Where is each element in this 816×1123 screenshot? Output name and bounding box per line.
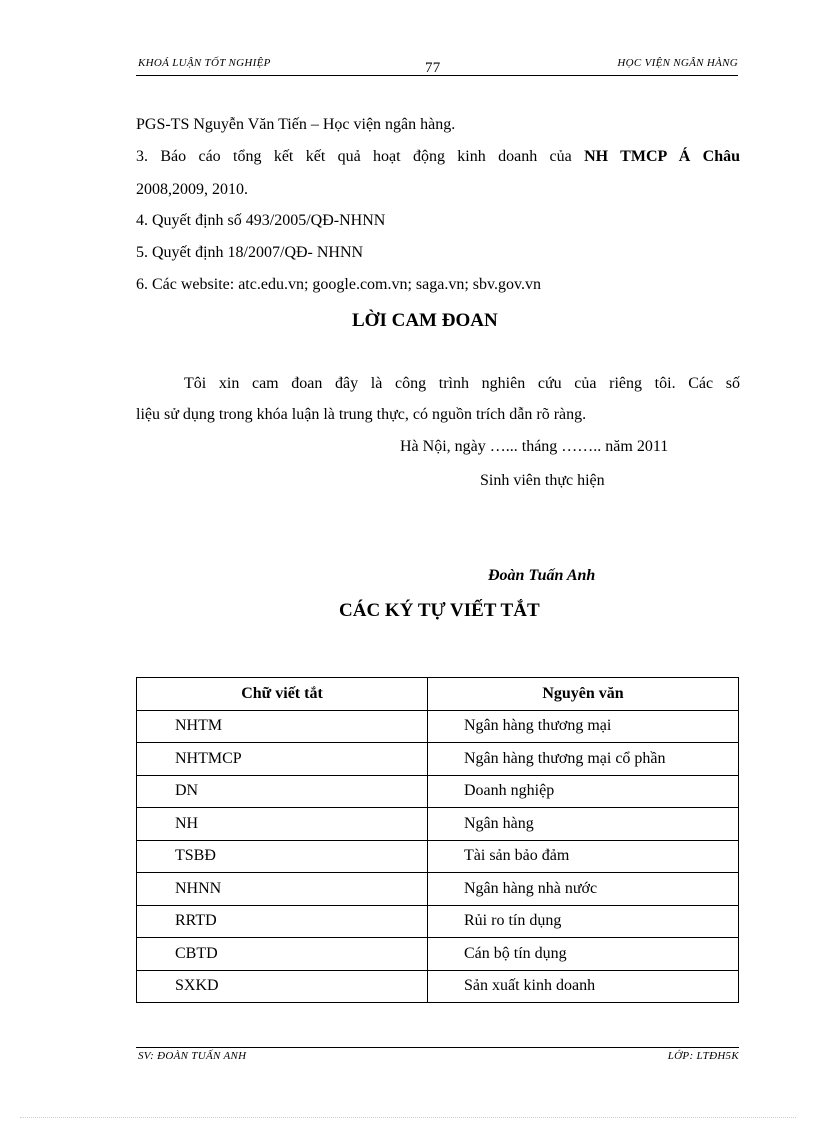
declaration-title: LỜI CAM ĐOAN [352, 310, 498, 331]
full-text-cell: Ngân hàng thương mại [428, 710, 739, 743]
page-number: 77 [425, 60, 441, 76]
full-text-cell: Rủi ro tín dụng [428, 905, 739, 938]
full-text-cell: Ngân hàng nhà nước [428, 873, 739, 906]
reference-line-1: PGS-TS Nguyễn Văn Tiến – Học viện ngân hàng. [136, 116, 456, 133]
table-row [137, 905, 739, 938]
footer-left: SV: ĐOÀN TUẤN ANH [138, 1050, 247, 1062]
declaration-paragraph-line-1: Tôi xin cam đoan đây là công trình nghiên cứu của riêng tôi. Các số [184, 375, 740, 392]
full-text-cell: Cán bộ tín dụng [428, 938, 739, 971]
abbreviation-cell: NHNN [137, 873, 428, 906]
page-header [136, 55, 738, 76]
abbreviations-table [136, 677, 739, 1003]
abbreviation-cell: DN [137, 775, 428, 808]
abbreviation-cell: NHTM [137, 710, 428, 743]
table-row [137, 808, 739, 841]
table-row [137, 938, 739, 971]
reference-item-3-cont: 2008,2009, 2010. [136, 181, 248, 198]
abbreviation-cell: SXKD [137, 970, 428, 1003]
reference-item-5: 5. Quyết định 18/2007/QĐ- NHNN [136, 244, 364, 261]
footer-right: LỚP: LTĐH5K [667, 1050, 739, 1062]
table-row [137, 710, 739, 743]
full-text-cell: Ngân hàng [428, 808, 739, 841]
column-header-full-text: Nguyên văn [428, 678, 739, 711]
table-row [137, 775, 739, 808]
abbreviations-title: CÁC KÝ TỰ VIẾT TẮT [339, 600, 540, 621]
header-right: HỌC VIỆN NGÂN HÀNG [617, 57, 738, 69]
full-text-cell: Sản xuất kinh doanh [428, 970, 739, 1003]
abbreviation-cell: NH [137, 808, 428, 841]
signer-role: Sinh viên thực hiện [480, 472, 605, 489]
abbreviation-cell: CBTD [137, 938, 428, 971]
reference-item-3 [136, 148, 740, 166]
table-header-row [137, 678, 739, 711]
full-text-cell: Ngân hàng thương mại cổ phần [428, 743, 739, 776]
full-text-cell: Tài sản bảo đảm [428, 840, 739, 873]
table-row [137, 873, 739, 906]
table-row [137, 840, 739, 873]
declaration-paragraph-line-2: liệu sử dụng trong khóa luận là trung thực, có nguồn trích dẫn rõ ràng. [136, 406, 587, 423]
signer-name: Đoàn Tuấn Anh [488, 567, 596, 584]
reference-item-3-text: 3. Báo cáo tổng kết kết quả hoạt động kinh doanh của [136, 148, 572, 165]
reference-item-3-bank: NH TMCP Á Châu [584, 148, 741, 165]
place-date: Hà Nội, ngày …... tháng …….. năm 2011 [400, 438, 669, 455]
full-text-cell: Doanh nghiệp [428, 775, 739, 808]
header-left: KHOÁ LUẬN TỐT NGHIỆP [138, 57, 271, 69]
abbreviation-cell: NHTMCP [137, 743, 428, 776]
column-header-abbreviation: Chữ viết tắt [137, 678, 428, 711]
abbreviation-cell: RRTD [137, 905, 428, 938]
reference-item-4: 4. Quyết định số 493/2005/QĐ-NHNN [136, 212, 386, 229]
reference-item-6: 6. Các website: atc.edu.vn; google.com.vn; saga.vn; sbv.gov.vn [136, 276, 541, 293]
abbreviation-cell: TSBĐ [137, 840, 428, 873]
table-row [137, 743, 739, 776]
table-row [137, 970, 739, 1003]
page-footer [136, 1047, 739, 1062]
page-bottom-divider [20, 1117, 796, 1118]
